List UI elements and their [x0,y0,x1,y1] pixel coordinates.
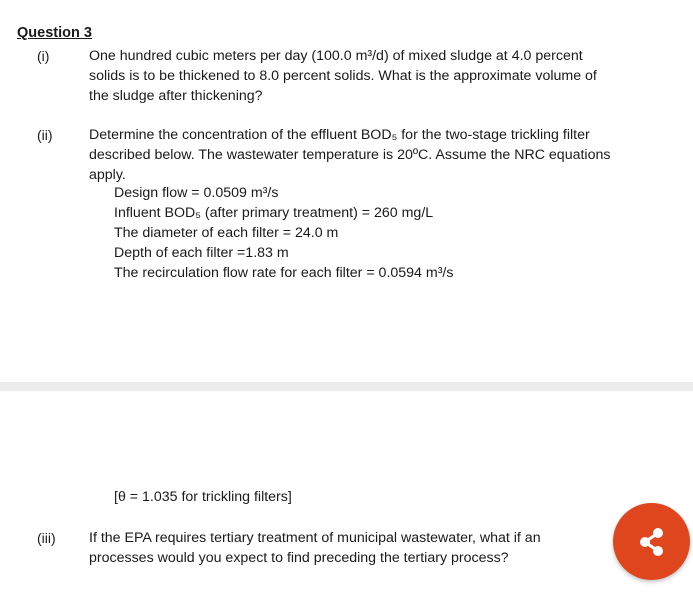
part-ii-line: Determine the concentration of the effluent BOD₅ for the two-stage trickling filter [89,127,590,143]
given-item: Influent BOD₅ (after primary treatment) = 260 mg/L [114,205,434,221]
question-title: Question 3 [17,25,92,41]
part-i-line: One hundred cubic meters per day (100.0 m³/d) of mixed sludge at 4.0 percent [89,48,583,64]
part-ii-line: described below. The wastewater temperature is 20ºC. Assume the NRC equations [89,147,611,163]
share-icon [638,527,666,557]
part-ii-label: (ii) [37,127,53,143]
share-button[interactable] [613,503,690,580]
part-ii-givens [114,183,453,283]
given-item: Depth of each filter =1.83 m [114,245,289,261]
part-i-text [89,46,597,106]
part-ii-text [89,125,610,185]
given-item: The recirculation flow rate for each filter = 0.0594 m³/s [114,265,454,281]
part-i-label: (i) [37,48,50,64]
part-iii-label: (iii) [37,530,56,546]
part-ii-line: apply. [89,167,126,183]
part-i-line: solids is to be thickened to 8.0 percent solids. What is the approximate volume of [89,68,597,84]
part-iii-line: If the EPA requires tertiary treatment of municipal wastewater, what if an [89,530,541,546]
page-break-divider [0,382,693,391]
given-item: Design flow = 0.0509 m³/s [114,185,279,201]
part-iii-text [89,528,541,568]
part-iii-line: processes would you expect to find preceding the tertiary process? [89,550,509,566]
given-item: The diameter of each filter = 24.0 m [114,225,339,241]
theta-note: [θ = 1.035 for trickling filters] [114,489,292,505]
part-i-line: the sludge after thickening? [89,88,263,104]
